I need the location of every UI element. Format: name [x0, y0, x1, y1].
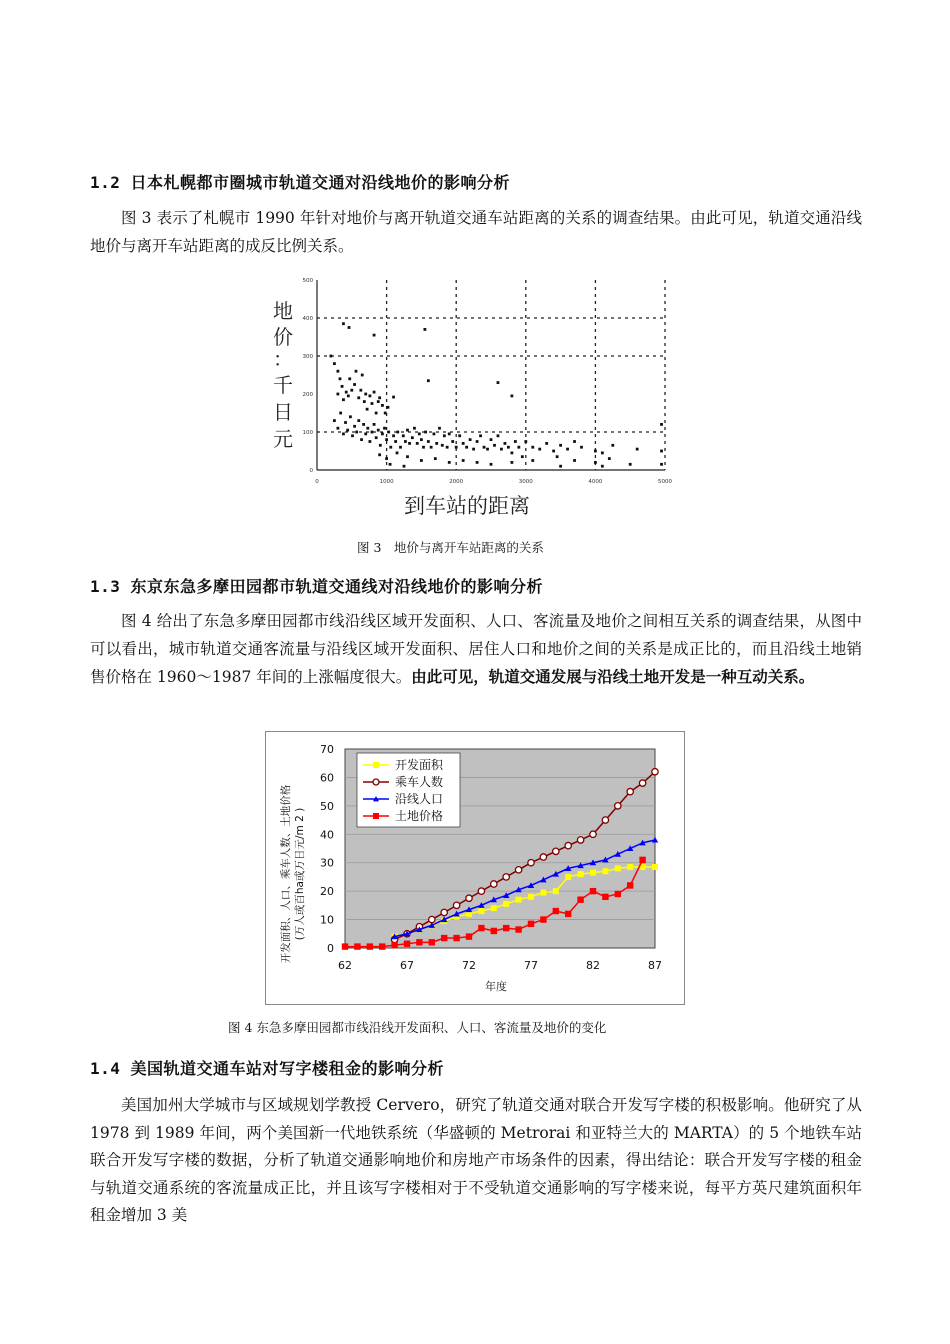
figure-3-point	[446, 446, 449, 449]
figure-4-point	[453, 902, 459, 908]
figure-4-xtick-label: 87	[648, 959, 662, 972]
figure-3-point	[629, 463, 632, 466]
figure-4-point	[342, 943, 348, 949]
figure-3-point	[353, 425, 356, 428]
figure-4-point	[528, 860, 534, 866]
figure-3-point	[660, 423, 663, 426]
figure-3-point	[371, 402, 374, 405]
figure-3-point	[497, 434, 500, 437]
figure-4-point	[528, 894, 534, 900]
figure-3-point	[660, 463, 663, 466]
figure-4-legend-label: 开发面积	[395, 758, 444, 772]
figure-3-point	[479, 434, 482, 437]
figure-3-point	[384, 412, 387, 415]
figure-3-point	[510, 452, 513, 455]
figure-4-point	[565, 842, 571, 848]
figure-3-point	[342, 322, 345, 325]
figure-4-point	[602, 894, 608, 900]
figure-4-point	[491, 905, 497, 911]
figure-3-point	[379, 444, 382, 447]
figure-3-point	[385, 438, 388, 441]
section-heading-1-3: 1.3 东京东急多摩田园都市轨道交通线对沿线地价的影响分析	[90, 577, 544, 596]
figure-3-ylabel-char: 地	[273, 299, 293, 323]
section-1-2-paragraph: 图 3 表示了札幌市 1990 年针对地价与离开轨道交通车站距离的关系的调查结果。由此可见，轨道交通沿线地价与离开车站距离的成反比例关系。	[90, 209, 862, 255]
figure-3-point	[348, 377, 351, 380]
figure-3-point	[608, 457, 611, 460]
figure-3-caption: 图 3 地价与离开车站距离的关系	[357, 540, 544, 555]
section-1-3-paragraph	[90, 608, 862, 692]
figure-3-point	[510, 461, 513, 464]
figure-3-point	[448, 433, 451, 436]
figure-4-point	[478, 925, 484, 931]
figure-3-point	[362, 423, 365, 426]
figure-3-point	[507, 446, 510, 449]
figure-4-point	[615, 865, 621, 871]
figure-4-point	[367, 943, 373, 949]
figure-3-point	[357, 419, 360, 422]
figure-3-point	[427, 440, 430, 443]
figure-4-point	[602, 868, 608, 874]
figure-3-point	[594, 461, 597, 464]
figure-3-ytick-label: 200	[302, 392, 313, 398]
figure-3-point	[406, 455, 409, 458]
figure-3-xtick-label: 3000	[518, 479, 533, 485]
figure-3-point	[387, 406, 390, 409]
figure-3-point	[373, 423, 376, 426]
figure-4-point	[491, 928, 497, 934]
figure-3-point	[402, 434, 405, 437]
figure-3-point	[378, 396, 381, 399]
figure-3-point	[601, 465, 604, 468]
figure-3-point	[443, 434, 446, 437]
figure-3-point	[455, 446, 458, 449]
figure-3-point	[360, 438, 363, 441]
figure-3-point	[373, 334, 376, 337]
figure-4-xlabel: 年度	[485, 980, 507, 993]
figure-4-point	[627, 882, 633, 888]
figure-3-point	[594, 450, 597, 453]
figure-3-point	[408, 442, 411, 445]
figure-3-point	[524, 440, 527, 443]
figure-3-point	[377, 429, 380, 432]
figure-3-point	[476, 440, 479, 443]
figure-4-point	[491, 881, 497, 887]
figure-4-point	[590, 888, 596, 894]
figure-4-ytick-label: 30	[320, 856, 334, 870]
figure-3-point	[342, 433, 345, 436]
section-heading-1-2: 1.2 日本札幌都市圈城市轨道交通对沿线地价的影响分析	[90, 173, 511, 192]
figure-4-point	[515, 926, 521, 932]
figure-3-point	[351, 434, 354, 437]
figure-3-point	[448, 461, 451, 464]
figure-4-point	[441, 935, 447, 941]
figure-3-point	[385, 457, 388, 460]
figure-3-point	[371, 431, 374, 434]
figure-4-ytick-label: 40	[320, 828, 334, 842]
figure-3-point	[435, 442, 438, 445]
figure-3-point	[500, 448, 503, 451]
figure-3-point	[559, 444, 562, 447]
figure-3-point	[399, 446, 402, 449]
figure-3-point	[434, 457, 437, 460]
figure-3-point	[389, 446, 392, 449]
figure-3-point	[490, 463, 493, 466]
figure-3-ylabel-char: 日	[273, 400, 293, 424]
figure-4-point	[590, 831, 596, 837]
figure-3-point	[355, 431, 358, 434]
figure-3-point	[375, 412, 378, 415]
figure-3-point	[336, 370, 339, 373]
figure-3-point	[416, 442, 419, 445]
figure-4-point	[577, 837, 583, 843]
figure-4-point	[516, 897, 522, 903]
figure-4-xtick-label: 82	[586, 959, 600, 972]
figure-3-point	[411, 436, 414, 439]
figure-3-point	[404, 440, 407, 443]
figure-4-point	[429, 939, 435, 945]
figure-4-xtick-label: 62	[338, 959, 352, 972]
figure-3-point	[375, 436, 378, 439]
figure-4-point	[540, 916, 546, 922]
figure-4-point	[373, 813, 379, 819]
figure-3-point	[392, 434, 395, 437]
figure-3-point	[349, 415, 352, 418]
figure-3-point	[538, 448, 541, 451]
figure-4-ylabel: 开发面积、人口、乘车人数、土地价格	[280, 784, 292, 964]
figure-4-point	[652, 864, 658, 870]
figure-4-point	[565, 911, 571, 917]
figure-4-point	[565, 874, 571, 880]
section-1-4-paragraph: 美国加州大学城市与区域规划学教授 Cervero，研究了轨道交通对联合开发写字楼的积极影响。他研究了从 1978 到 1989 年间，两个美国新一代地铁系统（华盛顿的 Metrorai 和亚特兰大的 MARTA）的 5 个地铁车站联合开发写字楼的数据，分析了轨道交通影响地价和房地产市场条件的因素，得出结论：联合开发写字楼的租金与轨道交通系统的客流量成正比，并且该写字楼相对于不受轨道交通影响的写字楼来说，每平方英尺建筑面积年租金增加 3 美	[90, 1096, 862, 1224]
figure-3-ytick-label: 100	[302, 430, 313, 436]
figure-3-point	[504, 442, 507, 445]
figure-3-point	[483, 446, 486, 449]
figure-3-point	[346, 429, 349, 432]
figure-3-point	[342, 398, 345, 401]
figure-3-ylabel-char: ：	[273, 347, 293, 371]
figure-3-point	[423, 328, 426, 331]
figure-4-point	[615, 891, 621, 897]
figure-4-xtick-label: 77	[524, 959, 538, 972]
figure-3-point	[413, 427, 416, 430]
figure-4-point	[528, 921, 534, 927]
figure-4-xtick-label: 72	[462, 959, 476, 972]
figure-3-xtick-label: 4000	[588, 479, 603, 485]
figure-4-ytick-label: 10	[320, 913, 334, 927]
figure-4-point	[553, 888, 559, 894]
figure-4-legend	[357, 753, 460, 827]
figure-4-point	[615, 803, 621, 809]
figure-4-point	[652, 769, 658, 775]
figure-3-point	[462, 459, 465, 462]
figure-4-legend-label: 土地价格	[395, 809, 444, 823]
figure-3-point	[573, 440, 576, 443]
figure-4-point	[373, 779, 379, 785]
figure-3-point	[430, 446, 433, 449]
figure-3-xtick-label: 0	[315, 479, 319, 485]
figure-3-ytick-label: 400	[302, 316, 313, 322]
figure-3-point	[514, 440, 517, 443]
figure-4-point	[404, 941, 410, 947]
figure-3-point	[348, 326, 351, 329]
figure-3-point	[433, 433, 436, 436]
figure-4-point	[627, 788, 633, 794]
figure-3-point	[427, 379, 430, 382]
figure-3-xlabel: 到车站的距离	[404, 494, 530, 518]
figure-4-point	[416, 939, 422, 945]
figure-3-point	[345, 391, 348, 394]
figure-4-ytick-label: 0	[327, 942, 334, 955]
figure-3-point	[368, 395, 371, 398]
figure-3-point	[333, 419, 336, 422]
figure-4-xtick-label: 67	[400, 959, 414, 972]
figure-3-point	[381, 404, 384, 407]
figure-4-point	[540, 890, 546, 896]
figure-4-point	[354, 943, 360, 949]
figure-3-point	[517, 446, 520, 449]
figure-4-point	[466, 933, 472, 939]
figure-4-legend-label: 沿线人口	[395, 792, 444, 806]
figure-3-point	[403, 465, 406, 468]
figure-3-point	[465, 446, 468, 449]
figure-3-point	[339, 377, 342, 380]
figure-4-point	[627, 864, 633, 870]
section-1-3-text: 图 4 给出了东急多摩田园都市线沿线区域开发面积、人口、客流量及地价之间相互关系的调查结果，从图中可以看出，城市轨道交通客流量与沿线区域开发面积、居住人口和地价之间的关系是成正比的，而且沿线土地销售价格在 1960～1987 年间的上涨幅度很大。	[90, 612, 862, 686]
figure-3-point	[660, 450, 663, 453]
figure-3-point	[559, 465, 562, 468]
figure-4-point	[429, 916, 435, 922]
figure-4-point	[453, 935, 459, 941]
figure-3-point	[493, 444, 496, 447]
figure-4-point	[391, 942, 397, 948]
figure-3-point	[363, 400, 366, 403]
figure-4-legend-label: 乘车人数	[395, 775, 444, 789]
figure-3-ylabel	[273, 299, 293, 451]
figure-3-point	[377, 400, 380, 403]
figure-4-point	[379, 943, 385, 949]
figure-4-ylabel-units: (万人或百ha或万日元/m 2 )	[294, 807, 306, 941]
figure-3-point	[566, 448, 569, 451]
figure-3-point	[336, 393, 339, 396]
figure-4-point	[553, 908, 559, 914]
figure-3-point	[545, 442, 548, 445]
figure-3-xtick-label: 5000	[658, 479, 672, 485]
figure-3-point	[373, 391, 376, 394]
figure-4-point	[373, 762, 379, 768]
figure-3-point	[510, 395, 513, 398]
figure-3-point	[344, 421, 347, 424]
figure-3-point	[381, 433, 384, 436]
figure-3-ylabel-char: 千	[273, 373, 293, 397]
figure-3-point	[396, 431, 399, 434]
figure-3-point	[490, 438, 493, 441]
figure-4-point	[639, 780, 645, 786]
figure-3-point	[364, 433, 367, 436]
figure-3-point	[364, 393, 367, 396]
figure-3-point	[451, 440, 454, 443]
figure-4-point	[441, 909, 447, 915]
figure-3-point	[424, 431, 427, 434]
figure-3-point	[387, 431, 390, 434]
figure-3-point	[339, 412, 342, 415]
figure-3-point	[406, 429, 409, 432]
figure-3-point	[531, 446, 534, 449]
figure-4-point	[515, 867, 521, 873]
figure-3-point	[350, 389, 353, 392]
figure-3-point	[601, 452, 604, 455]
figure-3-ytick-label: 300	[302, 354, 313, 360]
figure-4-point	[503, 901, 509, 907]
figure-4-point	[503, 874, 509, 880]
figure-3-point	[392, 396, 395, 399]
figure-4-point	[503, 925, 509, 931]
figure-3-point	[378, 453, 381, 456]
figure-3-point	[556, 455, 559, 458]
figure-3-ytick-label: 500	[302, 278, 313, 284]
figure-3-point	[611, 444, 614, 447]
figure-3-point	[383, 427, 386, 430]
figure-3-ytick-label: 0	[309, 468, 313, 474]
figure-4-ytick-label: 20	[320, 885, 334, 899]
figure-4-point	[577, 896, 583, 902]
figure-3-scatter-chart	[262, 268, 680, 530]
figure-3-xtick-label: 2000	[449, 479, 464, 485]
figure-3-point	[361, 374, 364, 377]
figure-3-point	[476, 461, 479, 464]
figure-3-point	[336, 427, 339, 430]
figure-3-point	[420, 459, 423, 462]
figure-3-ylabel-char: 价	[273, 325, 293, 349]
figure-3-point	[396, 452, 399, 455]
figure-3-point	[394, 440, 397, 443]
figure-3-point	[469, 438, 472, 441]
figure-4-ytick-label: 50	[320, 799, 334, 813]
figure-3-ylabel-char: 元	[273, 427, 293, 451]
figure-4-point	[553, 848, 559, 854]
figure-3-point	[341, 385, 344, 388]
figure-3-point	[368, 440, 371, 443]
section-heading-1-4: 1.4 美国轨道交通车站对写字楼租金的影响分析	[90, 1059, 445, 1078]
figure-3-point	[497, 381, 500, 384]
figure-3-point	[441, 444, 444, 447]
figure-4-point	[639, 857, 645, 863]
figure-3-point	[636, 448, 639, 451]
figure-3-point	[462, 442, 465, 445]
figure-4-point	[590, 870, 596, 876]
figure-4-ytick-label: 60	[320, 771, 334, 785]
section-1-3-bold-conclusion: 由此可见，轨道交通发展与沿线土地开发是一种互动关系。	[411, 667, 815, 686]
figure-4-point	[540, 854, 546, 860]
figure-4-point	[478, 908, 484, 914]
figure-4-point	[466, 895, 472, 901]
figure-3-point	[573, 459, 576, 462]
figure-4-point	[478, 888, 484, 894]
figure-3-point	[333, 362, 336, 365]
figure-3-point	[366, 408, 369, 411]
figure-4-ytick-label: 70	[320, 743, 334, 756]
figure-3-point	[418, 433, 421, 436]
figure-3-point	[438, 427, 441, 430]
figure-3-point	[355, 370, 358, 373]
figure-3-xtick-label: 1000	[379, 479, 394, 485]
figure-3-point	[486, 448, 489, 451]
figure-3-point	[366, 427, 369, 430]
figure-3-point	[472, 448, 475, 451]
figure-3-point	[359, 389, 362, 392]
figure-3-point	[357, 396, 360, 399]
figure-4-line-chart	[265, 731, 685, 1005]
figure-3-point	[458, 434, 461, 437]
figure-4-point	[578, 871, 584, 877]
figure-3-point	[353, 383, 356, 386]
figure-3-point	[422, 446, 425, 449]
figure-3-point	[521, 455, 524, 458]
figure-3-point	[531, 459, 534, 462]
figure-3-point	[580, 446, 583, 449]
figure-3-point	[552, 450, 555, 453]
figure-3-point	[420, 438, 423, 441]
figure-3-point	[330, 355, 333, 358]
figure-3-point	[347, 395, 350, 398]
figure-3-point	[389, 463, 392, 466]
figure-4-caption: 图 4 东急多摩田园都市线沿线开发面积、人口、客流量及地价的变化	[228, 1020, 607, 1035]
figure-4-point	[602, 817, 608, 823]
